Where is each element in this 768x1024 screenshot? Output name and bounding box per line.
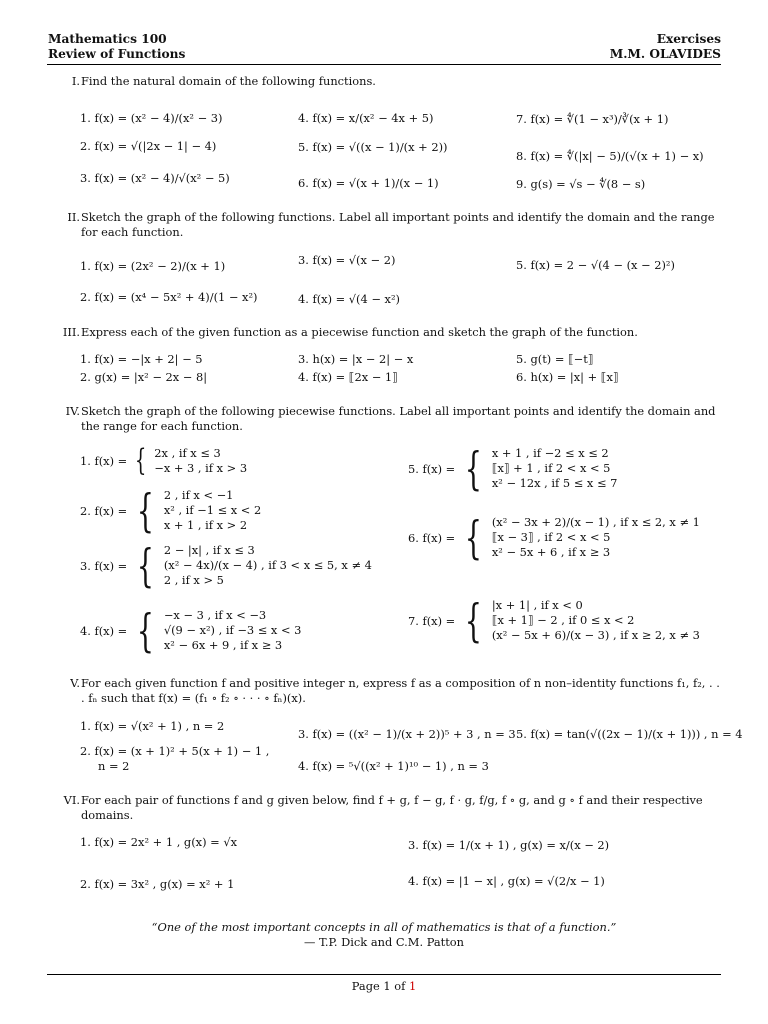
brace-symbol: { [136, 484, 155, 537]
piecewise-cases [164, 608, 302, 653]
exercise-item: 1. f(x) = (x² − 4)/(x² − 3) [80, 111, 223, 125]
exercise-item: 5. f(x) = √((x − 1)/(x + 2)) [298, 140, 448, 154]
page-count-link[interactable]: 1 [408, 979, 417, 993]
piecewise-cases [492, 446, 618, 491]
piecewise-case: −x + 3 , if x > 3 [154, 461, 248, 475]
piecewise-case: x + 1 , if −2 ≤ x ≤ 2 [491, 446, 609, 460]
piecewise-case: x² − 5x + 6 , if x ≥ 3 [491, 545, 611, 559]
piecewise-case: ⟦x⟧ + 1 , if 2 < x < 5 [491, 461, 611, 475]
brace-symbol: { [464, 511, 483, 564]
exercise-item: 6. h(x) = |x| + ⟦x⟧ [516, 370, 619, 384]
exercise-item: 5. f(x) = tan(√((2x − 1)/(x + 1))) , n = 4 [516, 727, 743, 741]
section-instruction: For each pair of functions f and g given below, find f + g, f − g, f · g, f/g, f ∘ g, and g ∘ f and their respective domains. [81, 793, 703, 822]
brace-symbol: { [136, 539, 155, 592]
piecewise-case: x² , if −1 ≤ x < 2 [163, 503, 262, 517]
piecewise-case: x + 1 , if x > 2 [163, 518, 248, 532]
author: M.M. OLAVIDES [609, 47, 721, 61]
piecewise-case: 2 , if x > 5 [163, 573, 224, 587]
piecewise-case: 2 , if x < −1 [163, 488, 234, 502]
piecewise-cases [492, 598, 700, 643]
exercise-item: 8. f(x) = ∜(|x| − 5)/(√(x + 1) − x) [516, 149, 704, 163]
exercise-item: 2. f(x) = √(|2x − 1| − 4) [80, 139, 217, 153]
exercise-item: 5. f(x) = 2 − √(4 − (x − 2)²) [516, 258, 675, 272]
quote-text: “One of the most important concepts in all of mathematics is that of a function.” [151, 920, 617, 934]
exercise-item: 2. f(x) = (x + 1)² + 5(x + 1) − 1 , [80, 744, 270, 758]
piecewise-case: (x² − 3x + 2)/(x − 1) , if x ≤ 2, x ≠ 1 [491, 515, 700, 529]
exercise-item: 4. f(x) = ⟦2x − 1⟧ [298, 370, 398, 384]
piecewise-item [408, 511, 700, 564]
exercise-item: 5. g(t) = ⟦−t⟧ [516, 352, 594, 366]
brace-symbol: { [464, 442, 483, 495]
piecewise-case: 2 − |x| , if x ≤ 3 [163, 543, 255, 557]
exercise-item: 3. f(x) = 1/(x + 1) , g(x) = x/(x − 2) [408, 838, 610, 852]
exercise-item: 3. f(x) = ((x² − 1)/(x + 2))⁵ + 3 , n = 3 [298, 727, 516, 741]
brace-symbol: { [464, 594, 483, 647]
exercise-item: 3. f(x) = √(x − 2) [298, 253, 396, 267]
footer-rule [47, 974, 721, 975]
piecewise-label: 7. f(x) = [408, 613, 456, 628]
page-label: Page 1 of [351, 979, 409, 993]
course-title: Mathematics 100 [48, 32, 167, 46]
piecewise-item [80, 539, 372, 592]
brace-symbol: { [135, 443, 147, 478]
section-instruction: Sketch the graph of the following piecewise functions. Label all important points and identify the domain and the range for each function. [81, 404, 716, 433]
exercise-item: 1. f(x) = 2x² + 1 , g(x) = √x [80, 835, 238, 849]
section-instruction: Find the natural domain of the following functions. [81, 74, 376, 88]
page-footer [0, 979, 768, 993]
piecewise-item [408, 594, 700, 647]
piecewise-case: √(9 − x²) , if −3 ≤ x < 3 [163, 623, 302, 637]
exercise-item: 4. f(x) = √(4 − x²) [298, 292, 400, 306]
piecewise-item [80, 443, 248, 478]
piecewise-label: 5. f(x) = [408, 461, 456, 476]
exercise-item: 3. h(x) = |x − 2| − x [298, 352, 414, 366]
piecewise-label: 1. f(x) = [80, 454, 128, 468]
exercise-item: 3. f(x) = (x² − 4)/√(x² − 5) [80, 171, 230, 185]
section-number: V. [70, 676, 80, 690]
piecewise-case: (x² − 4x)/(x − 4) , if 3 < x ≤ 5, x ≠ 4 [163, 558, 372, 572]
piecewise-case: −x − 3 , if x < −3 [163, 608, 267, 622]
exercise-item: 1. f(x) = −|x + 2| − 5 [80, 352, 203, 366]
section-instruction: Sketch the graph of the following functions. Label all important points and identify the domain and the range for each function. [81, 210, 715, 239]
exercise-item: 4. f(x) = |1 − x| , g(x) = √(2/x − 1) [408, 874, 605, 888]
section-number: I. [71, 74, 80, 88]
piecewise-cases [492, 515, 700, 560]
exercise-item: 2. f(x) = 3x² , g(x) = x² + 1 [80, 877, 235, 891]
exercise-item-continued: n = 2 [98, 759, 130, 773]
piecewise-case: ⟦x + 1⟧ − 2 , if 0 ≤ x < 2 [491, 613, 635, 627]
exercise-item: 1. f(x) = (2x² − 2)/(x + 1) [80, 259, 226, 273]
exercise-item: 2. f(x) = (x⁴ − 5x² + 4)/(1 − x²) [80, 290, 258, 304]
section-number: VI. [63, 793, 80, 807]
piecewise-cases [164, 543, 372, 588]
piecewise-case: ⟦x − 3⟧ , if 2 < x < 5 [491, 530, 611, 544]
piecewise-case: x² − 12x , if 5 ≤ x ≤ 7 [491, 476, 618, 490]
piecewise-cases [154, 446, 247, 476]
piecewise-case: x² − 6x + 9 , if x ≥ 3 [163, 638, 283, 652]
header-rule [47, 64, 721, 65]
piecewise-case: (x² − 5x + 6)/(x − 3) , if x ≥ 2, x ≠ 3 [491, 628, 700, 642]
exercise-item: 1. f(x) = √(x² + 1) , n = 2 [80, 719, 225, 733]
section-instruction: For each given function f and positive integer n, express f as a composition of n non–identity functions f₁, f₂, . . . fₙ such that f(x) = (f₁ ∘ f₂ ∘ · · · ∘ fₙ)(x). [81, 676, 720, 705]
piecewise-label: 3. f(x) = [80, 558, 128, 573]
exercise-item: 9. g(s) = √s − ∜(8 − s) [516, 177, 646, 191]
piecewise-label: 6. f(x) = [408, 530, 456, 545]
piecewise-item [80, 604, 302, 657]
piecewise-case: 2x , if x ≤ 3 [154, 446, 221, 460]
piecewise-item [80, 484, 262, 537]
exercise-item: 4. f(x) = ⁵√((x² + 1)¹⁰ − 1) , n = 3 [298, 759, 489, 773]
exercise-item: 2. g(x) = |x² − 2x − 8| [80, 370, 208, 384]
doc-type: Exercises [656, 32, 721, 46]
topic-title: Review of Functions [48, 47, 186, 61]
piecewise-cases [164, 488, 261, 533]
piecewise-label: 2. f(x) = [80, 503, 128, 518]
piecewise-case: |x + 1| , if x < 0 [491, 598, 583, 612]
section-number: III. [62, 325, 80, 339]
exercise-item: 7. f(x) = ∜(1 − x³)/∛(x + 1) [516, 112, 669, 126]
brace-symbol: { [136, 604, 155, 657]
quote-attribution: — T.P. Dick and C.M. Patton [304, 935, 464, 949]
section-instruction: Express each of the given function as a piecewise function and sketch the graph of the function. [81, 325, 638, 339]
exercise-item: 6. f(x) = √(x + 1)/(x − 1) [298, 176, 439, 190]
piecewise-label: 4. f(x) = [80, 623, 128, 638]
piecewise-item [408, 442, 618, 495]
section-number: IV. [65, 404, 80, 418]
section-number: II. [67, 210, 80, 224]
exercise-item: 4. f(x) = x/(x² − 4x + 5) [298, 111, 434, 125]
